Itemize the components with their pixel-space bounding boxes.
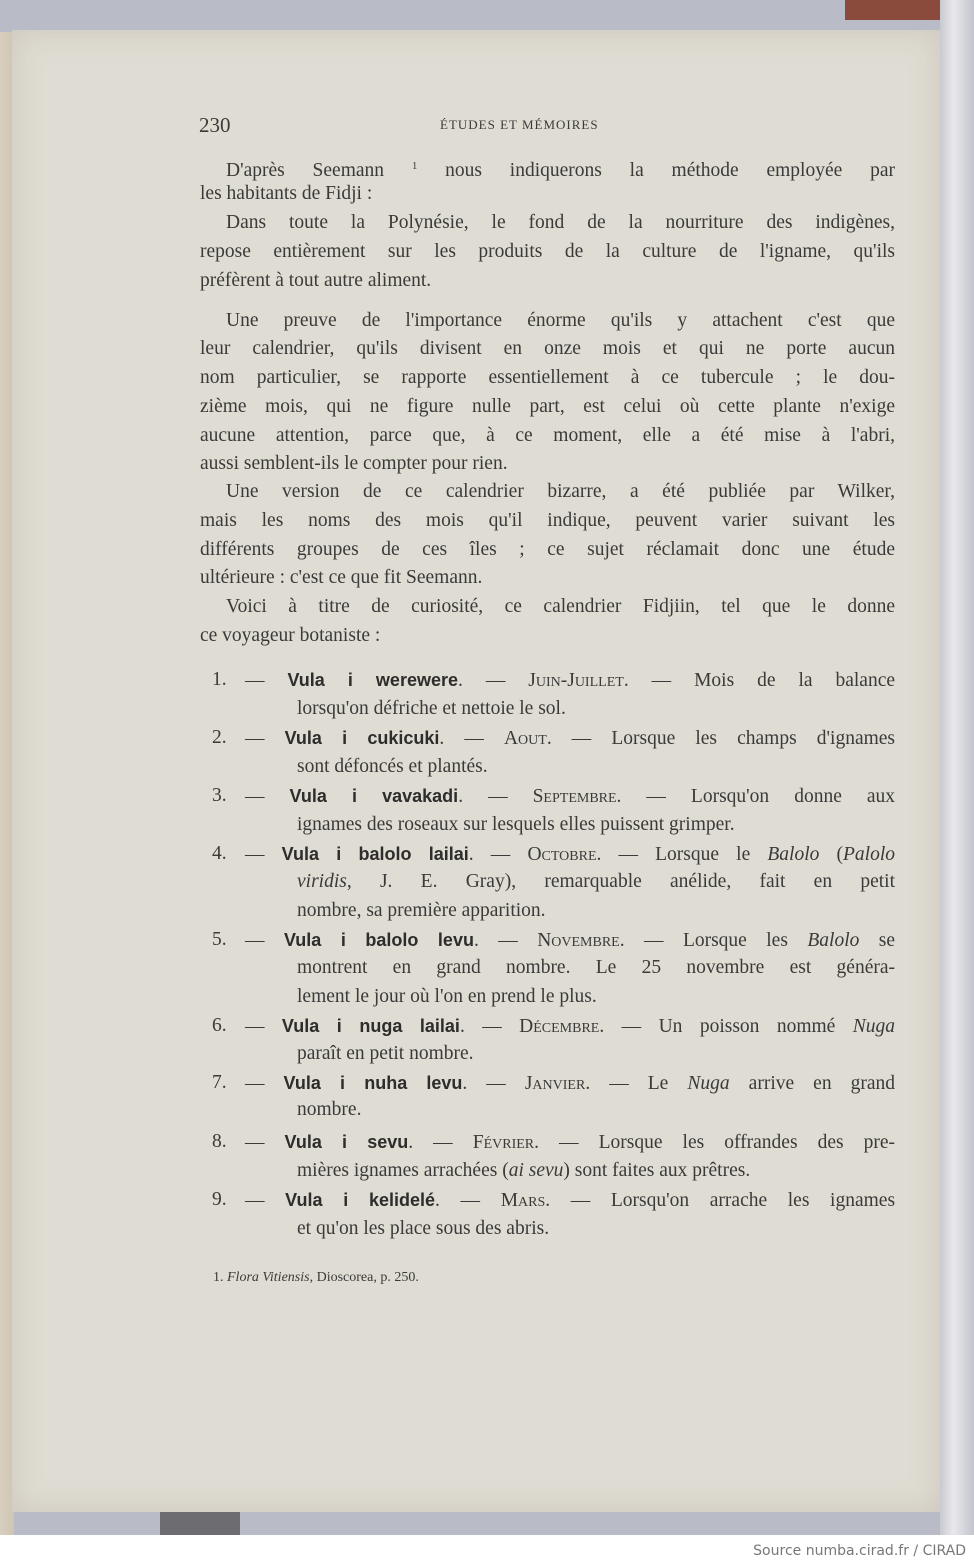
- month-number: 1.: [212, 669, 227, 690]
- text-segment: Balolo: [807, 930, 860, 951]
- text-segment: Voici à titre de curiosité, ce calendrier Fidjiin, tel que le donne: [226, 596, 895, 617]
- month-entry-continuation: [297, 869, 895, 895]
- text-segment: —: [245, 786, 290, 807]
- text-segment: Nuga: [852, 1016, 896, 1037]
- text-segment: repose entièrement sur les produits de la culture de l'igname, qu'ils: [200, 241, 895, 262]
- month-entry: [212, 1070, 896, 1096]
- text-segment: . — Lorsque le: [596, 844, 768, 865]
- text-segment: (: [819, 844, 844, 865]
- text-line: [226, 153, 895, 179]
- text-segment: ce voyageur botaniste :: [200, 625, 381, 646]
- text-segment: préfèrent à tout autre aliment.: [200, 270, 432, 291]
- text-segment: nous indiquerons la méthode employée par: [417, 160, 895, 181]
- text-segment: —: [245, 844, 282, 865]
- text-segment: . — Lorsque les offrandes des pre-: [534, 1132, 896, 1153]
- month-period: Novembre: [537, 930, 620, 951]
- text-line: [200, 336, 895, 362]
- footnote-number: 1.: [213, 1270, 224, 1285]
- month-number: 6.: [212, 1015, 227, 1036]
- text-segment: . —: [458, 670, 529, 691]
- running-title: ÉTUDES ET MÉMOIRES: [440, 117, 599, 132]
- month-period: Septembre: [532, 786, 617, 807]
- month-name: Vula i balolo lailai: [281, 844, 469, 864]
- text-line: [226, 594, 895, 620]
- text-segment: aucune attention, parce que, à ce moment, elle a été mise à l'abri,: [200, 425, 895, 446]
- text-segment: lement le jour où l'on en prend le plus.: [297, 986, 597, 1007]
- text-segment: ultérieure : c'est ce que fit Seemann.: [200, 567, 483, 588]
- text-segment: arrive en grand: [729, 1073, 896, 1094]
- month-name: Vula i vavakadi: [289, 786, 459, 806]
- text-segment: —: [245, 930, 284, 951]
- text-segment: . —: [435, 1190, 501, 1211]
- text-segment: montrent en grand nombre. Le 25 novembre est généra-: [297, 957, 895, 978]
- month-number: 5.: [212, 929, 227, 950]
- text-line: [200, 423, 895, 449]
- month-entry: [212, 783, 896, 809]
- text-segment: ignames des roseaux sur lesquels elles puissent grimper.: [297, 814, 735, 835]
- month-period: Aout: [503, 728, 547, 749]
- text-segment: et qu'on les place sous des abris.: [297, 1218, 550, 1239]
- text-line: [226, 210, 895, 236]
- text-line: [200, 451, 895, 477]
- text-segment: mais les noms des mois qu'il indique, peuvent varier suivant les: [200, 510, 895, 531]
- text-segment: les habitants de Fidji :: [200, 183, 373, 204]
- text-segment: se: [859, 930, 896, 951]
- text-segment: mières ignames arrachées (: [297, 1160, 509, 1181]
- month-entry: [212, 841, 896, 867]
- text-segment: Une preuve de l'importance énorme qu'ils y attachent c'est que: [226, 310, 895, 331]
- month-period: Décembre: [519, 1016, 600, 1037]
- text-segment: nombre.: [297, 1099, 362, 1120]
- month-entry: [212, 725, 896, 751]
- text-line: [200, 508, 895, 534]
- text-segment: nombre, sa première apparition.: [297, 900, 546, 921]
- text-segment: . —: [408, 1132, 473, 1153]
- text-line: [200, 268, 895, 294]
- month-period: Juin-Juillet: [528, 670, 624, 691]
- text-line: [200, 181, 895, 207]
- month-entry-continuation: [297, 898, 895, 924]
- text-line: [200, 565, 895, 591]
- text-segment: différents groupes de ces îles ; ce sujet réclamait donc une étude: [200, 539, 895, 560]
- text-segment: . — Un poisson nommé: [599, 1016, 853, 1037]
- text-segment: . — Lorsqu'on arrache les ignames: [545, 1190, 896, 1211]
- month-number: 4.: [212, 843, 227, 864]
- footnote-text: , Dioscorea, p. 250.: [309, 1270, 419, 1285]
- text-segment: . —: [473, 930, 538, 951]
- text-segment: . —: [462, 1073, 525, 1094]
- text-line: [226, 308, 895, 334]
- month-name: Vula i balolo levu: [283, 930, 474, 950]
- month-period: Janvier: [524, 1073, 586, 1094]
- month-name: Vula i nuga lailai: [281, 1016, 460, 1036]
- month-period: Février: [472, 1132, 535, 1153]
- month-entry-continuation: [297, 984, 895, 1010]
- text-segment: sont défoncés et plantés.: [297, 756, 488, 777]
- month-entry: [212, 1013, 896, 1039]
- text-segment: Balolo: [767, 844, 820, 865]
- text-segment: —: [245, 1132, 285, 1153]
- month-number: 7.: [212, 1072, 227, 1093]
- text-line: [226, 479, 895, 505]
- month-entry-continuation: [297, 812, 895, 838]
- month-entry: [212, 927, 896, 953]
- text-segment: zième mois, qui ne figure nulle part, est celui où cette plante n'exige: [200, 396, 895, 417]
- text-segment: viridis: [297, 871, 347, 892]
- month-entry-continuation: [297, 696, 895, 722]
- text-segment: lorsqu'on défriche et nettoie le sol.: [297, 698, 566, 719]
- text-segment: Une version de ce calendrier bizarre, a été publiée par Wilker,: [226, 481, 895, 502]
- text-line: [200, 537, 895, 563]
- text-segment: —: [245, 1190, 286, 1211]
- month-entry-continuation: [297, 1216, 895, 1242]
- text-segment: Nuga: [687, 1073, 730, 1094]
- text-segment: . —: [458, 786, 533, 807]
- text-segment: . —: [459, 1016, 520, 1037]
- text-line: [200, 239, 895, 265]
- text-segment: aussi semblent-ils le compter pour rien.: [200, 453, 508, 474]
- footnote-title: Flora Vitiensis: [227, 1270, 310, 1285]
- text-line: [200, 623, 895, 649]
- page-number: 230: [199, 113, 231, 137]
- text-segment: . — Lorsqu'on donne aux: [616, 786, 896, 807]
- month-entry-continuation: [297, 1041, 895, 1067]
- footnote-ref: 1: [411, 160, 418, 172]
- month-number: 2.: [212, 727, 227, 748]
- month-entry-continuation: [297, 754, 895, 780]
- text-segment: ai sevu: [508, 1160, 564, 1181]
- page-gutter: [940, 0, 974, 1535]
- page-shadow: [160, 1512, 240, 1535]
- month-entry-continuation: [297, 1158, 895, 1184]
- text-segment: . — Lorsque les: [619, 930, 808, 951]
- month-entry-continuation: [297, 1097, 895, 1123]
- month-period: Mars: [500, 1190, 546, 1211]
- month-number: 9.: [212, 1189, 227, 1210]
- month-name: Vula i cukicuki: [284, 728, 440, 748]
- text-segment: D'après Seemann: [226, 160, 412, 181]
- text-segment: —: [245, 728, 285, 749]
- text-segment: —: [245, 1016, 282, 1037]
- month-name: Vula i werewere: [287, 670, 458, 690]
- text-segment: . —: [468, 844, 528, 865]
- text-segment: leur calendrier, qu'ils divisent en onze mois et qui ne porte aucun: [200, 338, 895, 359]
- text-segment: , J. E. Gray), remarquable anélide, fait en petit: [346, 871, 895, 892]
- text-segment: . — Le: [585, 1073, 688, 1094]
- text-segment: . —: [439, 728, 504, 749]
- month-name: Vula i kelidelé: [285, 1190, 436, 1210]
- text-segment: nom particulier, se rapporte essentiellement à ce tubercule ; le dou-: [200, 367, 895, 388]
- source-label: Source numba.cirad.fr / CIRAD: [753, 1543, 966, 1559]
- text-segment: . — Lorsque les champs d'ignames: [546, 728, 896, 749]
- text-segment: Palolo: [843, 844, 896, 865]
- month-number: 8.: [212, 1131, 227, 1152]
- text-segment: paraît en petit nombre.: [297, 1043, 474, 1064]
- text-segment: —: [245, 670, 288, 691]
- footnote: [213, 1268, 419, 1288]
- text-line: [200, 365, 895, 391]
- month-period: Octobre: [527, 844, 597, 865]
- text-segment: . — Mois de la balance: [623, 670, 896, 691]
- month-name: Vula i nuha levu: [283, 1073, 463, 1093]
- book-binding: [845, 0, 940, 20]
- month-entry-continuation: [297, 955, 895, 981]
- month-name: Vula i sevu: [284, 1132, 409, 1152]
- month-number: 3.: [212, 785, 227, 806]
- text-segment: Dans toute la Polynésie, le fond de la nourriture des indigènes,: [226, 212, 895, 233]
- month-entry: [212, 1129, 896, 1155]
- text-line: [200, 394, 895, 420]
- month-entry: [212, 1187, 896, 1213]
- text-segment: ) sont faites aux prêtres.: [563, 1160, 751, 1181]
- text-segment: —: [245, 1073, 284, 1094]
- month-entry: [212, 667, 896, 693]
